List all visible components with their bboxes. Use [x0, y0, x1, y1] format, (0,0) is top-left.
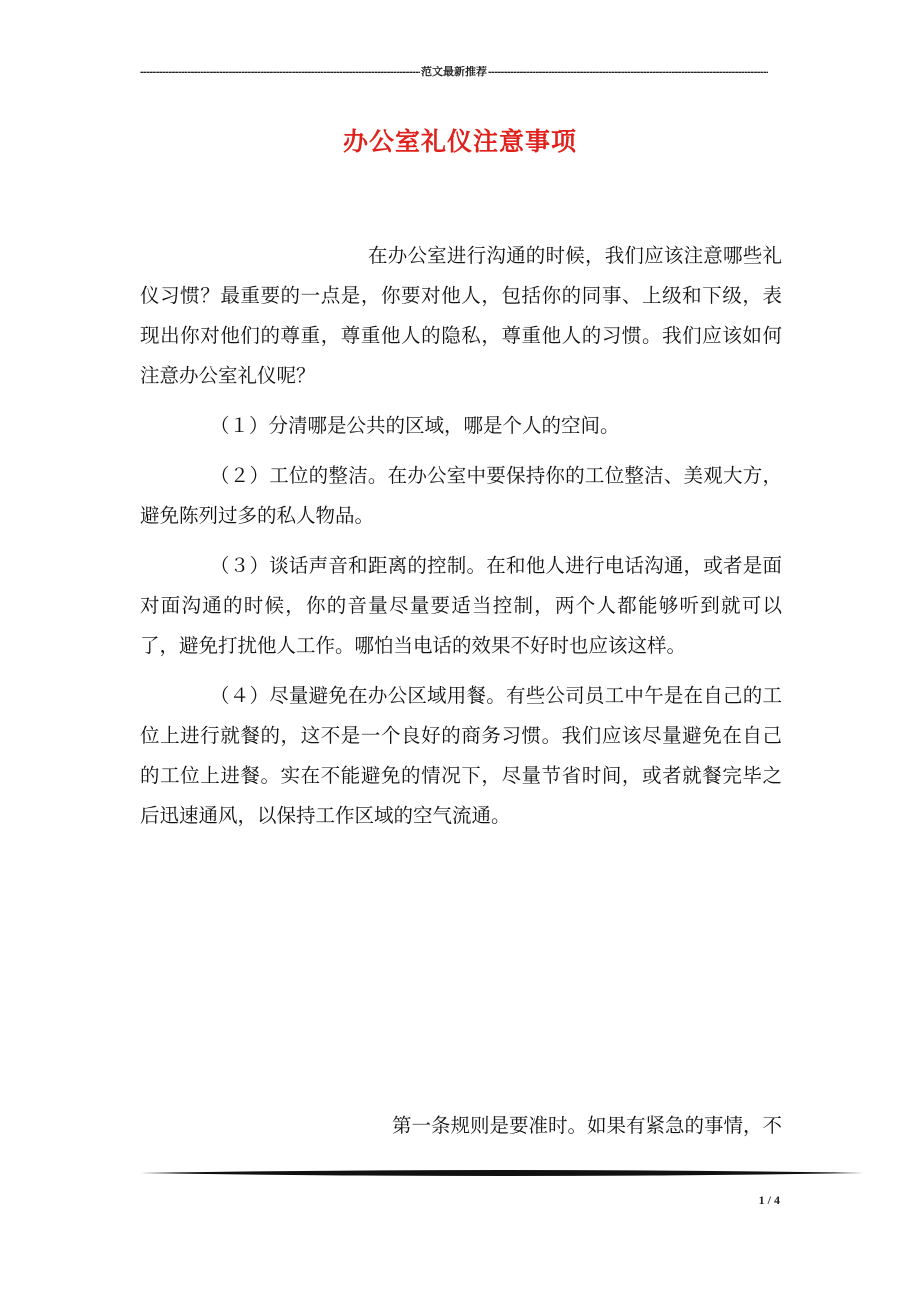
- header-dash-left: [140, 66, 420, 78]
- item-paragraph-1: （１）分清哪是公共的区域，哪是个人的空间。: [210, 414, 620, 437]
- document-body: [140, 236, 782, 846]
- page-header: [140, 66, 768, 78]
- header-dash-right: [488, 66, 768, 78]
- footer-rule: [140, 1168, 864, 1178]
- document-title: 办公室礼仪注意事项: [342, 127, 577, 156]
- header-label: 范文最新推荐: [421, 66, 487, 78]
- intro-paragraph: 在办公室进行沟通的时候，我们应该注意哪些礼仪习惯？最重要的一点是，你要对他人，包括你的同事、上级和下级，表现出你对他们的尊重，尊重他人的隐私，尊重他人的习惯。我们应该如何注意办公室礼仪呢？: [140, 244, 782, 387]
- item-paragraph-3: （３）谈话声音和距离的控制。在和他人进行电话沟通，或者是面对面沟通的时候，你的音量尽量要适当控制，两个人都能够听到就可以了，避免打扰他人工作。哪怕当电话的效果不好时也应该这样。: [140, 554, 782, 657]
- item-paragraph-4: （４）尽量避免在办公区域用餐。有些公司员工中午是在自己的工位上进行就餐的，这不是一个良好的商务习惯。我们应该尽量避免在自己的工位上进餐。实在不能避免的情况下，尽量节省时间，或者就餐完毕之后迅速通风，以保持工作区域的空气流通。: [140, 684, 782, 827]
- item-paragraph-2: （２）工位的整洁。在办公室中要保持你的工位整洁、美观大方，避免陈列过多的私人物品。: [140, 464, 782, 527]
- continuation-line: 第一条规则是要准时。如果有紧急的事情，不: [391, 1114, 782, 1137]
- footer-rule-shape: [140, 1170, 864, 1176]
- page-number: 1 / 4: [758, 1193, 780, 1207]
